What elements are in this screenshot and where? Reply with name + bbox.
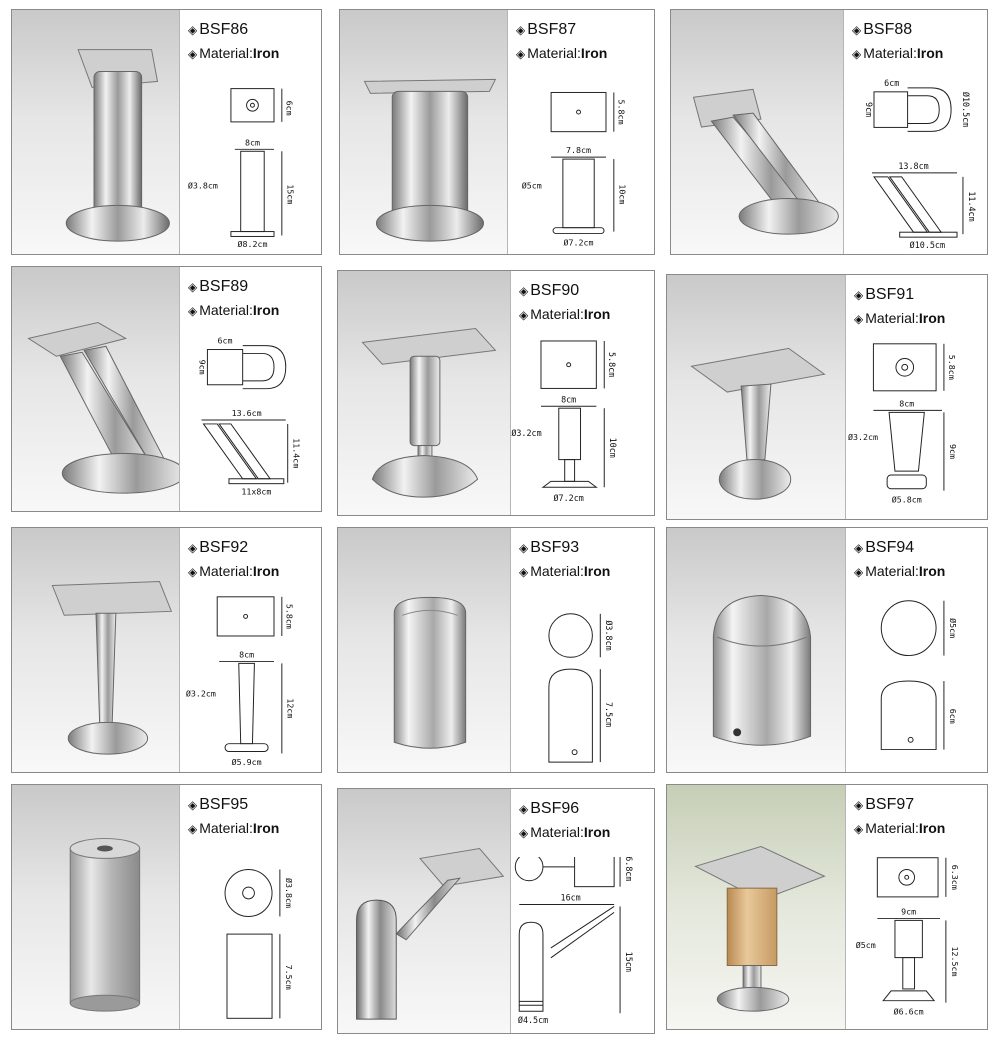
spec-panel: [179, 10, 321, 254]
table-leg-image: [671, 10, 843, 254]
diamond-icon: ◈: [188, 541, 198, 555]
product-card-bsf89: [11, 266, 322, 512]
spec-panel: [179, 528, 321, 772]
product-photo: [667, 785, 845, 1029]
dim-label: 5.8cm: [284, 603, 295, 629]
table-leg-image: [338, 271, 510, 515]
material-line: ◈ Material:Iron: [519, 563, 611, 579]
dim-label: 8cm: [239, 649, 255, 660]
dim-label: 7.5cm: [283, 964, 294, 990]
diamond-icon: ◈: [852, 23, 862, 37]
dim-label: Ø10.5cm: [909, 240, 946, 250]
dim-label: Ø5.8cm: [891, 494, 922, 505]
product-card-bsf90: [337, 270, 655, 516]
dimension-drawing: [180, 78, 321, 250]
diamond-icon: ◈: [519, 826, 529, 840]
dimension-drawing: [508, 78, 654, 250]
product-card-bsf92: [11, 527, 322, 773]
diamond-icon: ◈: [854, 798, 864, 812]
product-photo: [671, 10, 843, 254]
product-photo: [338, 789, 510, 1033]
dim-label: Ø7.2cm: [553, 493, 584, 504]
material-line: ◈ Material:Iron: [519, 824, 611, 840]
model-code: ◈ BSF92: [188, 539, 249, 556]
dim-label: 7.5cm: [604, 701, 615, 728]
spec-panel: [845, 528, 987, 772]
dim-label: 7.8cm: [566, 145, 592, 156]
table-leg-image: [667, 275, 845, 519]
dim-label: Ø5cm: [855, 939, 876, 950]
dim-label: 10cm: [617, 184, 628, 205]
diamond-icon: ◈: [188, 798, 198, 812]
spec-panel: [510, 528, 654, 772]
product-card-bsf95: [11, 784, 322, 1030]
dim-label: 6.3cm: [949, 864, 960, 890]
dim-label: 5.8cm: [946, 354, 957, 380]
dimension-drawing: [180, 335, 321, 507]
product-card-bsf87: [339, 9, 655, 255]
diamond-icon: ◈: [854, 312, 864, 326]
material-line: ◈ Material:Iron: [516, 45, 608, 61]
dim-label: 16cm: [560, 892, 581, 903]
dimension-drawing: [180, 596, 321, 768]
product-card-bsf96: [337, 788, 655, 1034]
model-code: ◈ BSF88: [852, 21, 913, 38]
spec-panel: [510, 789, 654, 1033]
dim-label: 11x8cm: [241, 486, 272, 497]
material-line: ◈ Material:Iron: [188, 820, 280, 836]
diamond-icon: ◈: [516, 23, 526, 37]
diamond-icon: ◈: [519, 541, 529, 555]
dim-label: 8cm: [899, 398, 915, 409]
product-photo: [667, 528, 845, 772]
spec-panel: [845, 275, 987, 519]
dimension-drawing: [180, 853, 321, 1025]
dim-label: 8cm: [244, 137, 260, 148]
table-leg-image: [12, 267, 179, 511]
dimension-drawing: [511, 596, 654, 768]
material-line: ◈ Material:Iron: [852, 45, 944, 61]
model-code: ◈ BSF86: [188, 21, 249, 38]
model-code: ◈ BSF93: [519, 539, 580, 556]
dim-label: Ø5.9cm: [231, 757, 262, 768]
dim-label: Ø7.2cm: [563, 237, 594, 248]
dim-label: 5.8cm: [616, 99, 627, 125]
product-card-bsf91: [666, 274, 988, 520]
material-line: ◈ Material:Iron: [519, 306, 611, 322]
dim-label: 11.4cm: [966, 191, 977, 222]
diamond-icon: ◈: [519, 565, 529, 579]
product-photo: [338, 528, 510, 772]
diamond-icon: ◈: [854, 288, 864, 302]
dim-label: 6cm: [947, 708, 958, 724]
diamond-icon: ◈: [516, 47, 526, 61]
diamond-icon: ◈: [188, 23, 198, 37]
dim-label: Ø8.2cm: [237, 239, 268, 250]
spec-panel: [179, 785, 321, 1029]
diamond-icon: ◈: [519, 284, 529, 298]
dim-label: Ø10.5cm: [960, 91, 971, 128]
table-leg-image: [667, 785, 845, 1029]
product-photo: [12, 528, 179, 772]
table-leg-image: [340, 10, 507, 254]
dim-label: Ø3.8cm: [187, 180, 218, 191]
diamond-icon: ◈: [188, 47, 198, 61]
dimension-drawing: [846, 596, 987, 768]
model-code: ◈ BSF97: [854, 796, 915, 813]
dim-label: Ø3.2cm: [185, 688, 216, 699]
model-code: ◈ BSF91: [854, 286, 915, 303]
product-card-bsf93: [337, 527, 655, 773]
table-leg-image: [667, 528, 845, 772]
product-card-bsf94: [666, 527, 988, 773]
dim-label: 12.5cm: [949, 946, 960, 977]
diamond-icon: ◈: [188, 565, 198, 579]
diamond-icon: ◈: [519, 802, 529, 816]
dim-label: 6cm: [217, 335, 233, 346]
diamond-icon: ◈: [854, 565, 864, 579]
table-leg-image: [12, 785, 179, 1029]
spec-panel: [845, 785, 987, 1029]
diamond-icon: ◈: [188, 304, 198, 318]
diamond-icon: ◈: [854, 541, 864, 555]
dimension-drawing: [844, 78, 987, 250]
product-photo: [12, 785, 179, 1029]
diamond-icon: ◈: [519, 308, 529, 322]
material-line: ◈ Material:Iron: [854, 563, 946, 579]
dim-label: 5.8cm: [607, 352, 618, 378]
product-photo: [338, 271, 510, 515]
material-line: ◈ Material:Iron: [854, 310, 946, 326]
spec-panel: [507, 10, 654, 254]
dimension-drawing: [846, 853, 987, 1025]
table-leg-image: [338, 789, 510, 1033]
spec-panel: [843, 10, 987, 254]
model-code: ◈ BSF87: [516, 21, 577, 38]
diamond-icon: ◈: [188, 822, 198, 836]
dim-label: 10cm: [608, 437, 619, 458]
product-photo: [667, 275, 845, 519]
dim-label: 15cm: [285, 184, 296, 205]
diamond-icon: ◈: [854, 822, 864, 836]
dim-label: Ø3.8cm: [604, 620, 615, 651]
dim-label: Ø6.6cm: [893, 1006, 924, 1017]
dim-label: 12cm: [285, 698, 296, 719]
model-code: ◈ BSF94: [854, 539, 915, 556]
dim-label: 9cm: [947, 444, 958, 460]
dimension-drawing: [511, 339, 654, 511]
dim-label: 6cm: [884, 78, 900, 88]
table-leg-image: [12, 10, 179, 254]
model-code: ◈ BSF90: [519, 282, 580, 299]
diamond-icon: ◈: [852, 47, 862, 61]
dim-label: 9cm: [197, 359, 208, 375]
product-photo: [12, 267, 179, 511]
model-code: ◈ BSF95: [188, 796, 249, 813]
table-leg-image: [338, 528, 510, 772]
dim-label: Ø3.2cm: [511, 427, 542, 438]
diamond-icon: ◈: [188, 280, 198, 294]
dimension-drawing: [511, 857, 654, 1029]
dim-label: 13.6cm: [231, 408, 262, 419]
dim-label: 11.4cm: [291, 438, 302, 469]
dim-label: Ø5cm: [947, 618, 958, 639]
table-leg-image: [12, 528, 179, 772]
dim-label: Ø5cm: [521, 180, 542, 191]
dim-label: 15cm: [623, 951, 634, 972]
material-line: ◈ Material:Iron: [188, 302, 280, 318]
dim-label: 13.8cm: [898, 160, 929, 171]
dim-label: 9cm: [864, 102, 875, 118]
product-card-bsf88: [670, 9, 988, 255]
product-card-bsf86: [11, 9, 322, 255]
dim-label: 6cm: [284, 100, 295, 116]
spec-panel: [510, 271, 654, 515]
spec-panel: [179, 267, 321, 511]
model-code: ◈ BSF89: [188, 278, 249, 295]
product-photo: [12, 10, 179, 254]
dim-label: 6.8cm: [623, 857, 634, 882]
material-line: ◈ Material:Iron: [188, 563, 280, 579]
material-line: ◈ Material:Iron: [854, 820, 946, 836]
dim-label: Ø4.5cm: [517, 1015, 549, 1026]
dimension-drawing: [846, 343, 987, 515]
dim-label: 9cm: [901, 906, 917, 917]
product-photo: [340, 10, 507, 254]
model-code: ◈ BSF96: [519, 800, 580, 817]
dim-label: Ø3.2cm: [847, 431, 878, 442]
product-card-bsf97: [666, 784, 988, 1030]
material-line: ◈ Material:Iron: [188, 45, 280, 61]
dim-label: 8cm: [561, 394, 577, 405]
dim-label: Ø3.8cm: [283, 877, 294, 908]
